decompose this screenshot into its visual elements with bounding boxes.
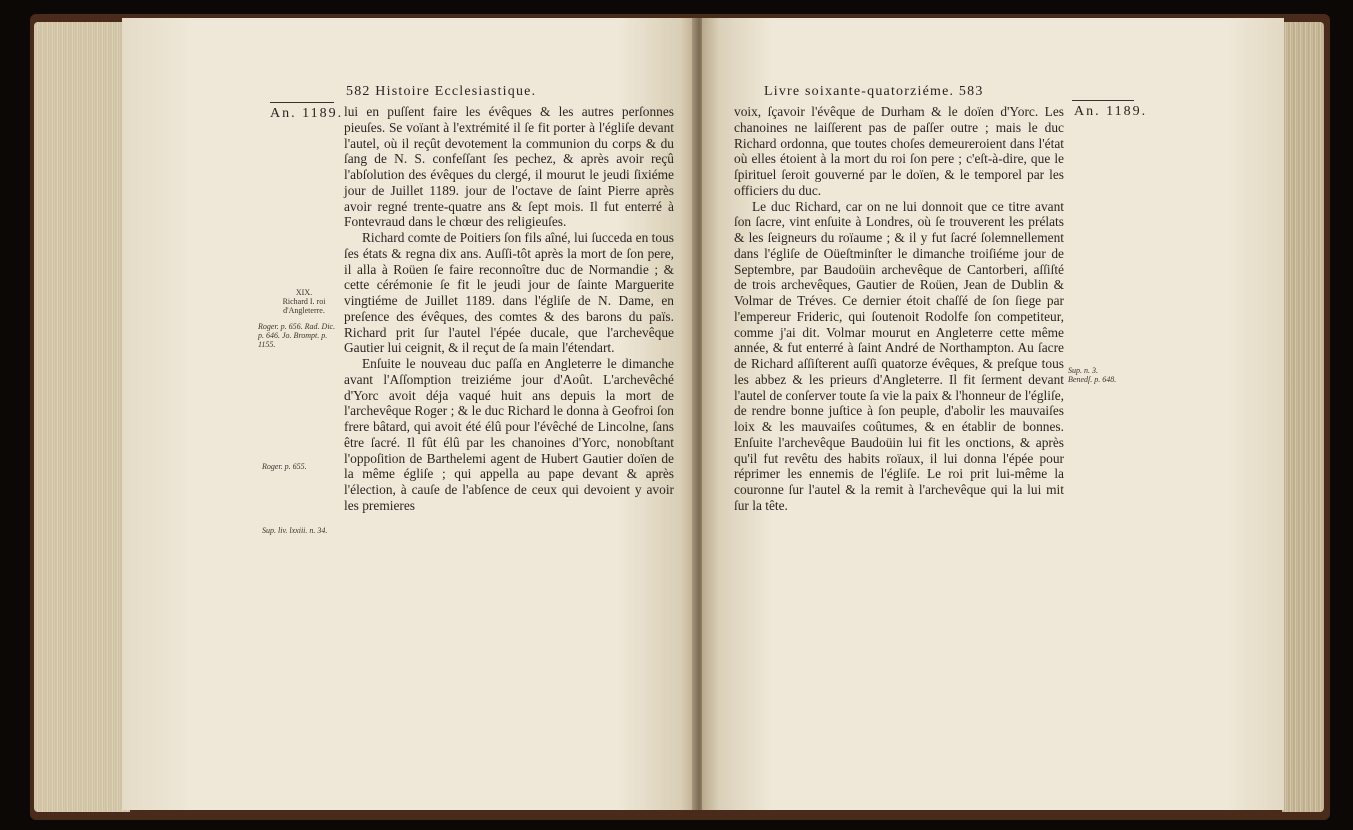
year-rule: [270, 102, 334, 103]
left-page: [122, 18, 698, 810]
year-rule: [1072, 100, 1134, 101]
paragraph: Le duc Richard, car on ne lui donnoit que ce titre avant ſon ſacre, vint enſuite à Londres, où ſe trouverent les prélats & les ſeigneurs du roïaume ; & il y fut ſacré ſolemnellement dans l'égliſe de Oüeſtminſter le dimanche troiſiéme jour de Septembre, par Baudoüin archevêque de Cantorberi, aſſiſté de trois archevêques, Gautier de Roüen, Jean de Dublin & Volmar de Tréves. Ce dernier étoit chaſſé de ſon ſiege par l'empereur Frideric, qui ſoutenoit Rodolfe ſon competiteur, comme j'ai dit. Volmar mourut en Angleterre cette même année, & fut enterré à ſaint André de Northampton. Au ſacre de Richard aſſiſterent auſſi quatorze évêques, & preſque tous les abbez & les prieurs d'Angleterre. Il fit ſerment devant l'autel de conſerver toute ſa vie la paix & l'honneur de l'égliſe, de rendre bonne juſtice à ſon peuple, d'abolir les mauvaiſes loix & les mauvaiſes coûtumes, & en établir de bonnes. Enſuite l'archevêque Baudoüin lui fit les onctions, & après qu'il fut revêtu des habits roïaux, il lui donna l'épée pour réprimer les ennemis de l'égliſe. Le roi prit lui-même la couronne ſur l'autel & la remit à l'archevêque qui la lui mit ſur la tête.: [734, 198, 1064, 513]
paragraph: Enſuite le nouveau duc paſſa en Angleterre le dimanche avant l'Aſſomption treiziéme jour d'Août. L'archevêché d'Yorc avoit déja vaqué huit ans depuis la mort de l'archevêque Roger ; & le duc Richard le donna à Geofroi ſon frere bâtard, qui avoit été élû pour l'évêché de Lincolne, ſans être ſacré. Il fût élû par les chanoines d'Yorc, nonobſtant l'oppoſition de Barthelemi agent de Hubert Gautier doïen de la même égliſe ; qui appella au pape devant & après l'élection, à cauſe de l'abſence de ceux qui devoient y avoir les premieres: [344, 356, 674, 513]
page-header: 582 Histoire Ecclesiastique.: [346, 84, 537, 99]
paragraph: voix, ſçavoir l'évêque de Durham & le doïen d'Yorc. Les chanoines ne laiſſerent pas de paſſer outre ; mais le duc Richard ordonna, que toutes choſes demeureroient dans l'état où elles étoient à la mort du roi ſon pere ; c'eſt-à-dire, que le ſpirituel ſeroit gouverné par le doïen, & le temporel par les officiers du duc.: [734, 104, 1064, 198]
section-number: XIX.: [295, 288, 313, 297]
reference-note: Sup. n. 3.: [1068, 366, 1098, 375]
year-marker: An. 1189.: [1074, 104, 1148, 119]
paragraph: lui en puſſent faire les évêques & les autres perſonnes pieuſes. Se voïant à l'extrémité il ſe fit porter à l'égliſe devant l'autel, où il reçût devotement la communion du corps & du ſang de N. S. confeſſant ſes pechez, & après avoir reçû l'abſolution des évêques du clergé, il mourut le jeudi ſixiéme jour de Juillet 1189. jour de l'octave de ſaint Pierre après avoir regné trente-quatre ans & ſept mois. Il fut enterré à Fontevraud dans le chœur des religieuſes.: [344, 104, 674, 230]
reference-note: Sup. liv. lxxiii. n. 34.: [262, 526, 328, 535]
year-marker: An. 1189.: [270, 106, 344, 121]
body-text: [734, 104, 1064, 514]
page-header: Livre soixante-quatorziéme. 583: [764, 84, 984, 99]
book-page-edges-right: [1282, 22, 1324, 812]
section-title: Richard I. roi d'Angleterre.: [282, 297, 326, 315]
reference-note: Roger. p. 656. Rad. Dic. p. 646. Jo. Brompt. p. 1155.: [258, 322, 336, 349]
reference-note: Roger. p. 655.: [262, 462, 307, 471]
paragraph: Richard comte de Poitiers ſon fils aîné, lui ſucceda en tous ſes états & regna dix ans. Auſſi-tôt après la mort de ſon pere, il alla à Roüen ſe faire reconnoître duc de Normandie ; & cette cérémonie ſe fit le jeudi jour de ſainte Marguerite vingtiéme de Juillet 1189. dans l'égliſe de N. Dame, en preſence des évêques, des comtes & des barons du païs. Richard prit ſur l'autel l'épée ducale, que l'archevêque Gautier lui ceignit, & il reçut de ſa main l'étendart.: [344, 230, 674, 356]
book-page-edges-left: [34, 22, 130, 812]
reference-note: Benedſ. p. 648.: [1068, 375, 1117, 384]
right-page: [702, 18, 1284, 810]
body-text: [344, 104, 674, 514]
